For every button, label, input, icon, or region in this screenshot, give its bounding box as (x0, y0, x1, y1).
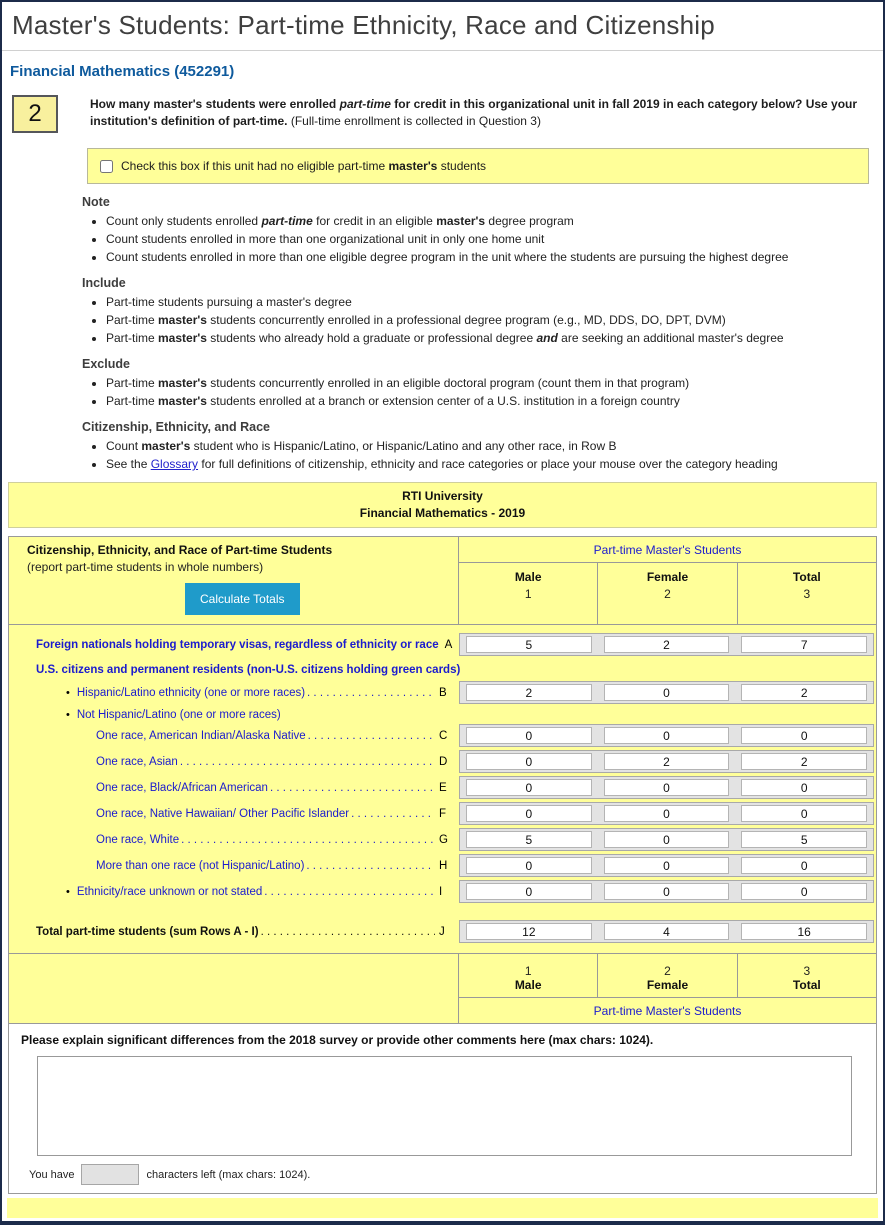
row-label: More than one race (not Hispanic/Latino) (96, 859, 305, 872)
row-letter: J (439, 925, 445, 938)
row-inputs (459, 880, 874, 903)
footer-column-group-label: Part-time Master's Students (459, 997, 876, 1023)
bottom-bar (7, 1198, 878, 1218)
column-header-male: Male 1 (514, 570, 542, 601)
chars-left-suffix: characters left (max chars: 1024). (146, 1168, 311, 1181)
row-letter: G (439, 833, 448, 846)
input-H-female[interactable] (604, 857, 730, 874)
leader-dots (261, 926, 435, 938)
row-inputs (459, 776, 874, 799)
leader-dots (181, 834, 435, 846)
note-item: • Count only students enrolled part-time for credit in an eligible master's degree program (106, 214, 869, 229)
row-label: U.S. citizens and permanent residents (non-U.S. citizens holding green cards) (36, 664, 461, 676)
table-row-D (9, 750, 876, 773)
row-letter: F (439, 807, 447, 820)
section-note (82, 195, 869, 265)
no-students-checkbox-band (87, 148, 869, 184)
row-label: One race, White (96, 833, 180, 846)
input-B-total[interactable] (741, 684, 867, 701)
citizenship-item: • See the Glossary for full definitions of citizenship, ethnicity and race categories or place your mouse over the category heading (106, 457, 869, 472)
input-I-female[interactable] (604, 883, 730, 900)
input-J-total[interactable] (741, 923, 867, 940)
table-body (9, 625, 876, 953)
comments-textarea[interactable] (37, 1056, 852, 1156)
table-row-I (9, 880, 876, 903)
input-D-total[interactable] (741, 753, 867, 770)
row-label: One race, Black/African American (96, 781, 268, 794)
program-heading: Financial Mathematics (452291) (10, 63, 235, 80)
exclude-item: • Part-time master's students concurrently enrolled in an eligible doctoral program (count them in that program) (106, 376, 869, 391)
unit-banner-institution: RTI University (402, 489, 483, 503)
table-row-A (9, 633, 876, 656)
row-label: Not Hispanic/Latino (one or more races) (76, 709, 281, 721)
input-J-female[interactable] (604, 923, 730, 940)
row-inputs (459, 828, 874, 851)
chars-left-box (81, 1164, 139, 1185)
note-item: • Count students enrolled in more than one organizational unit in only one home unit (106, 232, 869, 247)
citizenship-item: • Count master's student who is Hispanic/Latino, or Hispanic/Latino and any other race, in Row B (106, 439, 869, 454)
section-include (82, 276, 869, 346)
row-inputs (459, 802, 874, 825)
bullet-icon: • (66, 686, 70, 699)
table-header-columns (459, 537, 876, 624)
input-H-total[interactable] (741, 857, 867, 874)
instructions (82, 195, 869, 472)
input-G-male[interactable] (466, 831, 592, 848)
table-row-H (9, 854, 876, 877)
row-inputs (459, 920, 874, 943)
column-group-label: Part-time Master's Students (459, 537, 876, 563)
input-E-total[interactable] (741, 779, 867, 796)
input-C-total[interactable] (741, 727, 867, 744)
table-row-F (9, 802, 876, 825)
input-C-female[interactable] (604, 727, 730, 744)
input-D-male[interactable] (466, 753, 592, 770)
row-letter: A (444, 638, 453, 651)
input-E-male[interactable] (466, 779, 592, 796)
leader-dots (307, 687, 435, 699)
row-inputs (459, 724, 874, 747)
enrollment-table (8, 536, 877, 1194)
input-D-female[interactable] (604, 753, 730, 770)
question-text: How many master's students were enrolled part-time for credit in this organizational unit in fall 2019 in each category below? Use your institution's definition of part-time. (Full-time enrollment is collected in Question 3) (90, 97, 858, 128)
leader-dots (270, 782, 435, 794)
row-label: One race, Asian (96, 755, 178, 768)
no-eligible-students-checkbox[interactable] (100, 160, 113, 173)
include-item: • Part-time master's students concurrently enrolled in a professional degree program (e.g., MD, DDS, DO, DPT, DVM) (106, 313, 869, 328)
bullet-icon: • (66, 709, 70, 721)
table-title: Citizenship, Ethnicity, and Race of Part-time Students (27, 543, 333, 557)
include-item: • Part-time students pursuing a master's degree (106, 295, 869, 310)
section-exclude (82, 357, 869, 409)
table-row-C (9, 724, 876, 747)
comments-prompt: Please explain significant differences from the 2018 survey or provide other comments here (max chars: 1024). (21, 1033, 654, 1047)
section-citizenship (82, 420, 869, 472)
leader-dots (308, 730, 435, 742)
input-A-total[interactable] (741, 636, 867, 653)
no-students-checkbox-label: Check this box if this unit had no eligible part-time master's students (121, 159, 487, 173)
row-letter: H (439, 859, 448, 872)
page-title: Master's Students: Part-time Ethnicity, Race and Citizenship (12, 10, 715, 40)
input-F-female[interactable] (604, 805, 730, 822)
row-label: Total part-time students (sum Rows A - I) (36, 925, 259, 938)
leader-dots (180, 756, 435, 768)
input-A-male[interactable] (466, 636, 592, 653)
unit-banner-program-year: Financial Mathematics - 2019 (359, 506, 526, 520)
chars-left-prefix: You have (29, 1168, 75, 1181)
section-exclude-heading: Exclude (82, 357, 130, 371)
include-item: • Part-time master's students who already hold a graduate or professional degree and are seeking an additional master's degree (106, 331, 869, 346)
input-I-male[interactable] (466, 883, 592, 900)
input-B-female[interactable] (604, 684, 730, 701)
row-inputs (459, 681, 874, 704)
footer-column-total: 3 Total (737, 954, 876, 997)
leader-dots (264, 886, 435, 898)
note-item: • Count students enrolled in more than one eligible degree program in the unit where the students are pursuing the highest degree (106, 250, 869, 265)
question-row (12, 95, 869, 133)
exclude-item: • Part-time master's students enrolled at a branch or extension center of a U.S. institution in a foreign country (106, 394, 869, 409)
bullet-icon: • (66, 885, 70, 898)
glossary-link[interactable]: Glossary (150, 457, 199, 471)
table-row-E (9, 776, 876, 799)
input-E-female[interactable] (604, 779, 730, 796)
row-letter: B (439, 686, 447, 699)
table-row-B (9, 681, 876, 704)
row-label: One race, Native Hawaiian/ Other Pacific Islander (96, 807, 350, 820)
row-letter: I (439, 885, 443, 898)
row-inputs (459, 854, 874, 877)
title-divider (2, 50, 883, 51)
table-subtitle: (report part-time students in whole numbers) (27, 560, 264, 574)
column-header-total: Total 3 (737, 563, 876, 624)
row-inputs (459, 750, 874, 773)
input-F-total[interactable] (741, 805, 867, 822)
section-citizenship-heading: Citizenship, Ethnicity, and Race (82, 420, 270, 434)
row-label: Foreign nationals holding temporary visas, regardless of ethnicity or race (36, 638, 439, 651)
footer-column-female: 2 Female (597, 954, 736, 997)
leader-dots (306, 860, 435, 872)
input-G-female[interactable] (604, 831, 730, 848)
table-row-J (9, 920, 876, 943)
table-header (9, 537, 876, 625)
row-label: One race, American Indian/Alaska Native (96, 729, 306, 742)
input-H-male[interactable] (466, 857, 592, 874)
table-row-G (9, 828, 876, 851)
table-footer (9, 953, 876, 1023)
input-J-male[interactable] (466, 923, 592, 940)
footer-column-male: 1 Male (514, 964, 542, 992)
calculate-totals-button[interactable]: Calculate Totals (185, 583, 300, 615)
section-include-heading: Include (82, 276, 126, 290)
table-footer-left (9, 954, 459, 1023)
row-letter: E (439, 781, 447, 794)
input-G-total[interactable] (741, 831, 867, 848)
comments-section (9, 1023, 876, 1193)
input-C-male[interactable] (466, 727, 592, 744)
question-number-box: 2 (12, 95, 58, 133)
leader-dots (351, 808, 435, 820)
input-I-total[interactable] (741, 883, 867, 900)
row-inputs (459, 633, 874, 656)
row-label: Ethnicity/race unknown or not stated (76, 885, 263, 898)
row-letter: C (439, 729, 448, 742)
row-letter: D (439, 755, 448, 768)
chars-left-row (29, 1164, 864, 1185)
table-footer-columns (459, 954, 876, 1023)
input-A-female[interactable] (604, 636, 730, 653)
table-header-left (9, 537, 459, 624)
section-note-heading: Note (82, 195, 110, 209)
table-section-row (9, 709, 876, 721)
column-header-female: Female 2 (597, 563, 736, 624)
unit-banner (8, 482, 877, 528)
row-label: Hispanic/Latino ethnicity (one or more races) (76, 686, 306, 699)
input-B-male[interactable] (466, 684, 592, 701)
input-F-male[interactable] (466, 805, 592, 822)
table-section-row (9, 664, 876, 676)
